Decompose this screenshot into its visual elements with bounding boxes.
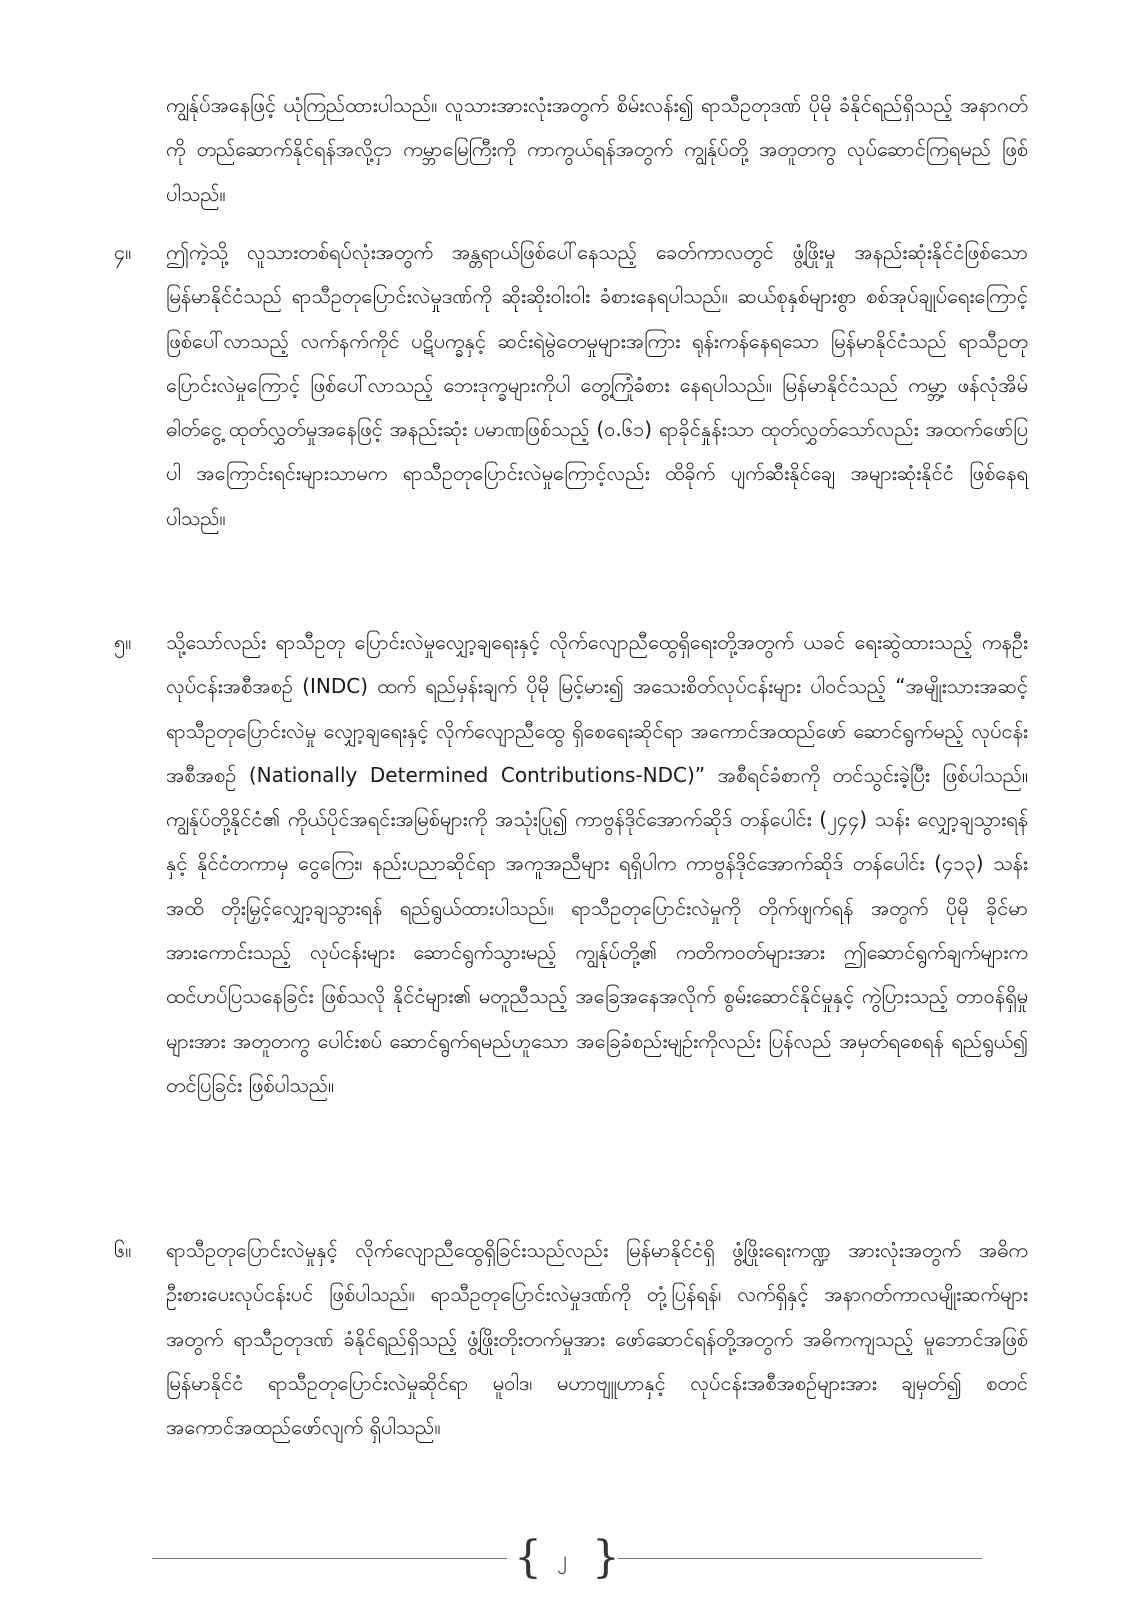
footer-rule-left bbox=[152, 1558, 507, 1559]
footer-bracket-open: { bbox=[514, 1532, 542, 1583]
page-footer bbox=[152, 1533, 982, 1583]
paragraph-4: ဤကဲ့သို့ လူသားတစ်ရပ်လုံးအတွက် အန္တရာယ်ဖြစ်ပေါ်နေသည့် ခေတ်ကာလတွင် ဖွံ့ဖြိုးမှု အနည်းဆုံးနိုင်ငံဖြစ်သော မြန်မာနိုင်ငံသည် ရာသီဥတုပြောင်းလဲမှုဒဏ်ကို ဆိုးဆိုးဝါးဝါး ခံစားနေရပါသည်။ ဆယ်စုနှစ်များစွာ စစ်အုပ်ချုပ်ရေးကြောင့် ဖြစ်ပေါ်လာသည့် လက်နက်ကိုင် ပဋိပက္ခနှင့် ဆင်းရဲမွဲတေမှုများအကြား ရုန်းကန်နေရသော မြန်မာနိုင်ငံသည် ရာသီဥတုပြောင်းလဲမှုကြောင့် ဖြစ်ပေါ်လာသည့် ဘေးဒုက္ခများကိုပါ တွေ့ကြုံခံစား နေရပါသည်။ မြန်မာနိုင်ငံသည် ကမ္ဘာ့ ဖန်လုံအိမ်ဓါတ်ငွေ့ ထုတ်လွှတ်မှုအနေဖြင့် အနည်းဆုံး ပမာဏဖြစ်သည့် (၀.၆၁) ရာခိုင်နှုန်းသာ ထုတ်လွှတ်သော်လည်း အထက်ဖော်ပြပါ အကြောင်းရင်းများသာမက ရာသီဥတုပြောင်းလဲမှုကြောင့်လည်း ထိခိုက် ပျက်ဆီးနိုင်ချေ အများဆုံးနိုင်ငံ ဖြစ်နေရပါသည်။ bbox=[166, 240, 1028, 530]
paragraph-continuation: ကျွန်ုပ်အနေဖြင့် ယုံကြည်ထားပါသည်။ လူသားအားလုံးအတွက် စိမ်းလန်း၍ ရာသီဥတုဒဏ် ပိုမို ခံနိုင်ရည်ရှိသည့် အနာဂတ်ကို တည်ဆောက်နိုင်ရန်အလို့ငှာ ကမ္ဘာမြေကြီးကို ကာကွယ်ရန်အတွက် ကျွန်ုပ်တို့ အတူတကွ လုပ်ဆောင်ကြရမည် ဖြစ်ပါသည်။ bbox=[166, 93, 1028, 206]
footer-rule-right bbox=[618, 1558, 982, 1559]
page-number: ၂ bbox=[557, 1546, 567, 1570]
paragraph-number-6: ၆။ bbox=[114, 1238, 132, 1262]
paragraph-number-4: ၄။ bbox=[114, 240, 132, 264]
footer-bracket-close: } bbox=[592, 1532, 620, 1583]
paragraph-number-5: ၅။ bbox=[114, 630, 132, 654]
paragraph-5: သို့သော်လည်း ရာသီဥတု ပြောင်းလဲမှုလျှော့ချရေးနှင့် လိုက်လျောညီထွေရှိရေးတို့အတွက် ယခင် ရေးဆွဲထားသည့် ကနဦး လုပ်ငန်းအစီအစဉ် (INDC) ထက် ရည်မှန်းချက် ပိုမို မြင့်မား၍ အသေးစိတ်လုပ်ငန်းများ ပါဝင်သည့် “အမျိုးသားအဆင့် ရာသီဥတုပြောင်းလဲမှု လျှော့ချရေးနှင့် လိုက်လျောညီထွေ ရှိစေရေးဆိုင်ရာ အကောင်အထည်ဖော် ဆောင်ရွက်မည့် လုပ်ငန်းအစီအစဉ် (Nationally Determined Contributions-NDC)” အစီရင်ခံစာကို တင်သွင်းခဲ့ပြီး ဖြစ်ပါသည်။ ကျွန်ုပ်တို့နိုင်ငံ၏ ကိုယ်ပိုင်အရင်းအမြစ်များကို အသုံးပြု၍ ကာဗွန်ဒိုင်အောက်ဆိုဒ် တန်ပေါင်း (၂၄၄) သန်း လျှော့ချသွားရန်နှင့် နိုင်ငံတကာမှ ငွေကြေး၊ နည်းပညာဆိုင်ရာ အကူအညီများ ရရှိပါက ကာဗွန်ဒိုင်အောက်ဆိုဒ် တန်ပေါင်း (၄၁၃) သန်း အထိ တိုးမြှင့်လျှော့ချသွားရန် ရည်ရွယ်ထားပါသည်။ ရာသီဥတုပြောင်းလဲမှုကို တိုက်ဖျက်ရန် အတွက် ပိုမို ခိုင်မာအားကောင်းသည့် လုပ်ငန်းများ ဆောင်ရွက်သွားမည့် ကျွန်ုပ်တို့၏ ကတိကဝတ်များအား ဤဆောင်ရွက်ချက်များက ထင်ဟပ်ပြသနေခြင်း ဖြစ်သလို နိုင်ငံများ၏ မတူညီသည့် အခြေအနေအလိုက် စွမ်းဆောင်နိုင်မှုနှင့် ကွဲပြားသည့် တာဝန်ရှိမှုများအား အတူတကွ ပေါင်းစပ် ဆောင်ရွက်ရမည်ဟူသော အခြေခံစည်းမျဉ်းကိုလည်း ပြန်လည် အမှတ်ရစေရန် ရည်ရွယ်၍ တင်ပြခြင်း ဖြစ်ပါသည်။ bbox=[166, 630, 1028, 1097]
paragraph-6: ရာသီဥတုပြောင်းလဲမှုနှင့် လိုက်လျောညီထွေရှိခြင်းသည်လည်း မြန်မာနိုင်ငံရှိ ဖွံ့ဖြိုးရေးကဏ္ဍ အားလုံးအတွက် အဓိက ဦးစားပေးလုပ်ငန်းပင် ဖြစ်ပါသည်။ ရာသီဥတုပြောင်းလဲမှုဒဏ်ကို တုံ့ပြန်ရန်၊ လက်ရှိနှင့် အနာဂတ်ကာလမျိုးဆက်များအတွက် ရာသီဥတုဒဏ် ခံနိုင်ရည်ရှိသည့် ဖွံ့ဖြိုးတိုးတက်မှုအား ဖော်ဆောင်ရန်တို့အတွက် အဓိကကျသည့် မူဘောင်အဖြစ် မြန်မာနိုင်ငံ ရာသီဥတုပြောင်းလဲမှုဆိုင်ရာ မူဝါဒ၊ မဟာဗျူဟာနှင့် လုပ်ငန်းအစီအစဉ်များအား ချမှတ်၍ စတင် အကောင်အထည်ဖော်လျက် ရှိပါသည်။ bbox=[166, 1238, 1028, 1440]
